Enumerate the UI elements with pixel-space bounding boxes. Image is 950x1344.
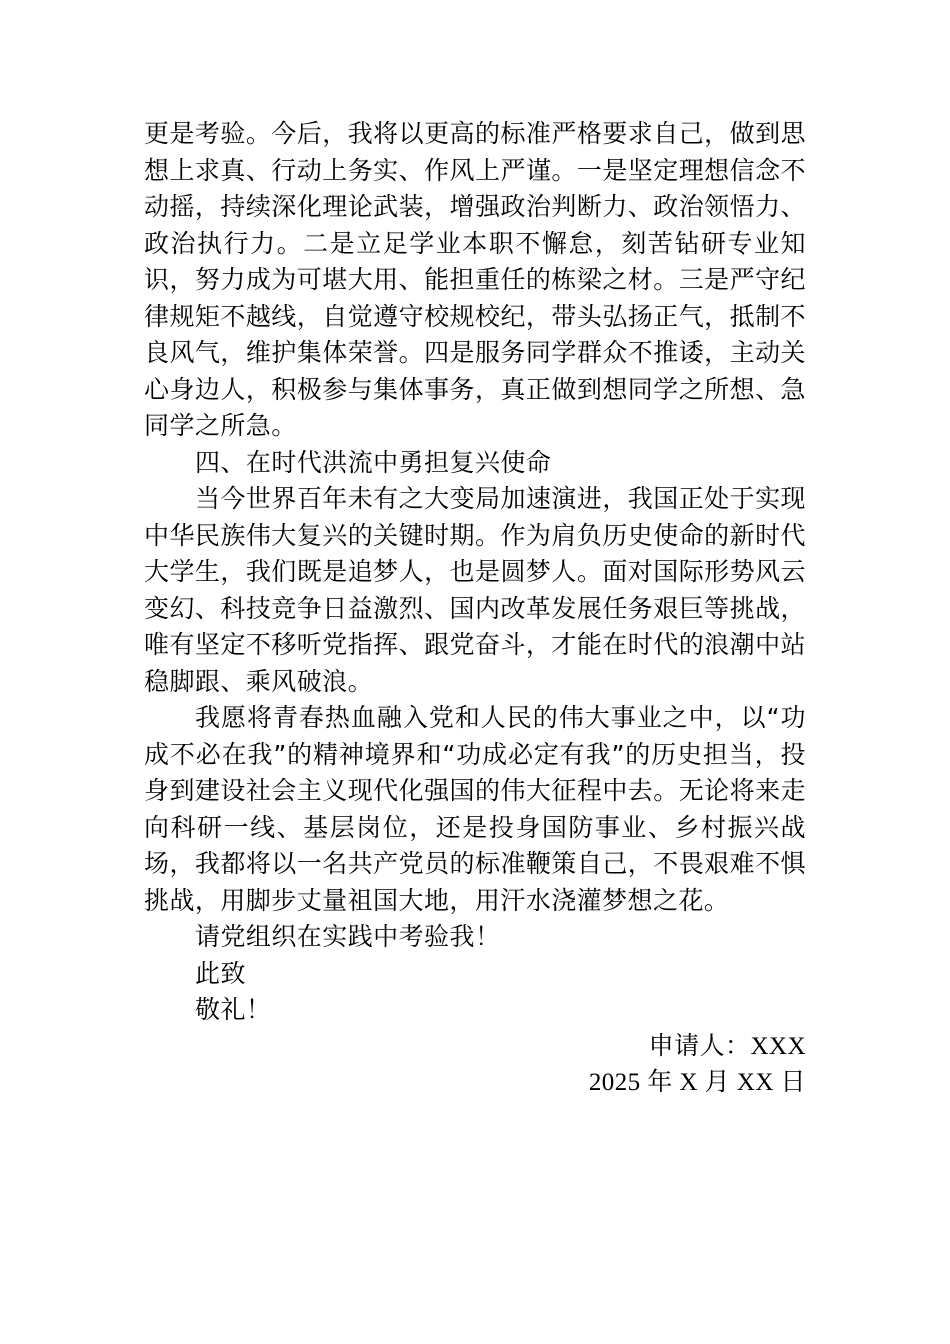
signature-block	[144, 1029, 806, 1102]
signature-date: 2025 年 X 月 XX 日	[588, 1069, 806, 1096]
closing-request: 请党组织在实践中考验我！	[195, 922, 501, 951]
signature-applicant: 申请人：XXX	[648, 1032, 806, 1060]
paragraph-era-challenge: 当今世界百年未有之大变局加速演进，我国正处于实现中华民族伟大复兴的关键时期。作为肩负历史使命的新时代大学生，我们既是追梦人，也是圆梦人。面对国际形势风云变幻、科技竞争日益激烈、国内改革发展任务艰巨等挑战，唯有坚定不移听党指挥、跟党奋斗，才能在时代的浪潮中站稳脚跟、乘风破浪。	[144, 484, 806, 696]
paragraph-youth-commitment: 我愿将青春热血融入党和人民的伟大事业之中，以“功成不必在我”的精神境界和“功成必定有我”的历史担当，投身到建设社会主义现代化强国的伟大征程中去。无论将来走向科研一线、基层岗位，还是投身国防事业、乡村振兴战场，我都将以一名共产党员的标准鞭策自己，不畏艰难不惧挑战，用脚步丈量祖国大地，用汗水浇灌梦想之花。	[144, 703, 806, 915]
salutation-cizhi: 此致	[195, 958, 246, 988]
section-heading: 四、在时代洪流中勇担复兴使命	[195, 447, 552, 477]
document-body	[144, 116, 806, 1102]
salutation-jingli: 敬礼！	[195, 995, 272, 1024]
paragraph-continuation: 更是考验。今后，我将以更高的标准严格要求自己，做到思想上求真、行动上务实、作风上严谨。一是坚定理想信念不动摇，持续深化理论武装，增强政治判断力、政治领悟力、政治执行力。二是立足学业本职不懈怠，刻苦钻研专业知识，努力成为可堪大用、能担重任的栋梁之材。三是严守纪律规矩不越线，自觉遵守校规校纪，带头弘扬正气，抵制不良风气，维护集体荣誉。四是服务同学群众不推诿，主动关心身边人，积极参与集体事务，真正做到想同学之所想、急同学之所急。	[144, 119, 806, 440]
